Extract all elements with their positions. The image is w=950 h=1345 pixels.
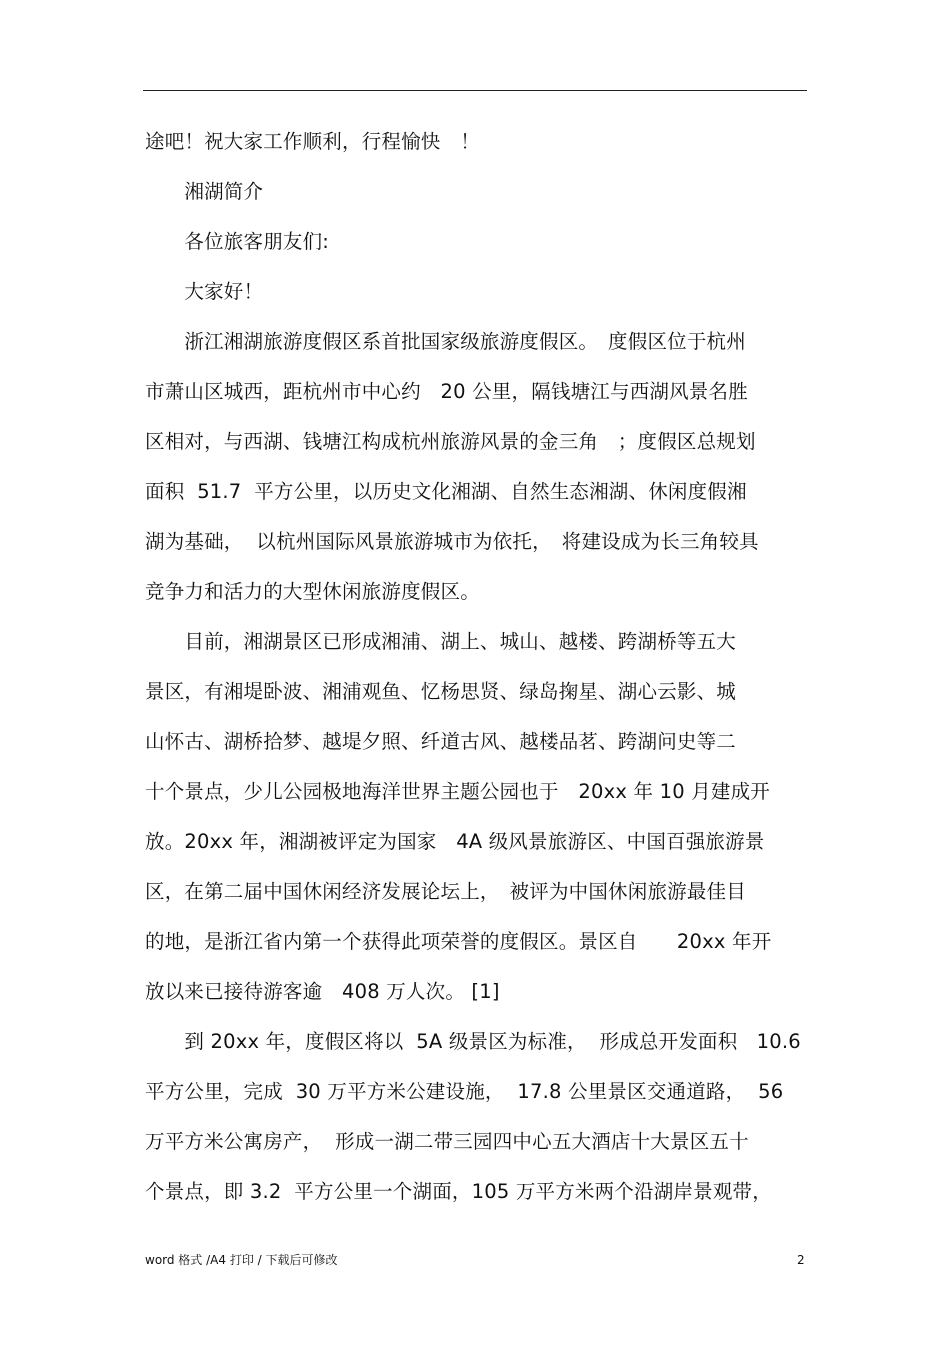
text-line: 区相对，与西湖、钱塘江构成杭州旅游风景的金三角 ；度假区总规划 xyxy=(145,430,756,453)
text-line: 各位旅客朋友们: xyxy=(145,230,330,253)
text-line: 市萧山区城西，距杭州市中心约 20 公里，隔钱塘江与西湖风景名胜 xyxy=(145,380,748,403)
text-line: 放以来已接待游客逾 408 万人次。 [1] xyxy=(145,980,500,1003)
text-line: 平方公里，完成 30 万平方米公建设施， 17.8 公里景区交通道路， 56 xyxy=(145,1080,784,1103)
text-line: 万平方米公寓房产， 形成一湖二带三园四中心五大酒店十大景区五十 xyxy=(145,1130,749,1153)
text-line: 区，在第二届中国休闲经济发展论坛上， 被评为中国休闲旅游最佳目 xyxy=(145,880,746,903)
text-line: 到 20xx 年，度假区将以 5A 级景区为标准， 形成总开发面积 10.6 xyxy=(145,1030,801,1053)
text-line: 途吧！祝大家工作顺利，行程愉快 ！ xyxy=(145,130,480,153)
text-line: 山怀古、湖桥拾梦、越堤夕照、纤道古风、越楼品茗、跨湖问史等二 xyxy=(145,730,737,753)
text-line: 目前，湘湖景区已形成湘浦、湖上、城山、越楼、跨湖桥等五大 xyxy=(145,630,737,653)
text-line: 竞争力和活力的大型休闲旅游度假区。 xyxy=(145,580,480,603)
text-line: 放。20xx 年，湘湖被评定为国家 4A 级风景旅游区、中国百强旅游景 xyxy=(145,830,765,853)
text-line: 浙江湘湖旅游度假区系首批国家级旅游度假区。 度假区位于杭州 xyxy=(145,330,746,353)
text-line: 十个景点，少儿公园极地海洋世界主题公园也于 20xx 年 10 月建成开 xyxy=(145,780,771,803)
page-number: 2 xyxy=(797,1253,805,1267)
text-line: 个景点，即 3.2 平方公里一个湖面，105 万平方米两个沿湖岸景观带， xyxy=(145,1180,772,1203)
text-line: 面积 51.7 平方公里，以历史文化湘湖、自然生态湘湖、休闲度假湘 xyxy=(145,480,747,503)
header-rule xyxy=(143,90,807,91)
text-line: 湖为基础， 以杭州国际风景旅游城市为依托， 将建设成为长三角较具 xyxy=(145,530,759,553)
footer-note: word 格式 /A4 打印 / 下载后可修改 xyxy=(145,1253,338,1267)
text-line: 的地，是浙江省内第一个获得此项荣誉的度假区。景区自 20xx 年开 xyxy=(145,930,772,953)
text-line: 湘湖简介 xyxy=(145,180,264,203)
text-line: 景区，有湘堤卧波、湘浦观鱼、忆杨思贤、绿岛掬星、湖心云影、城 xyxy=(145,680,737,703)
text-line: 大家好！ xyxy=(145,280,264,303)
